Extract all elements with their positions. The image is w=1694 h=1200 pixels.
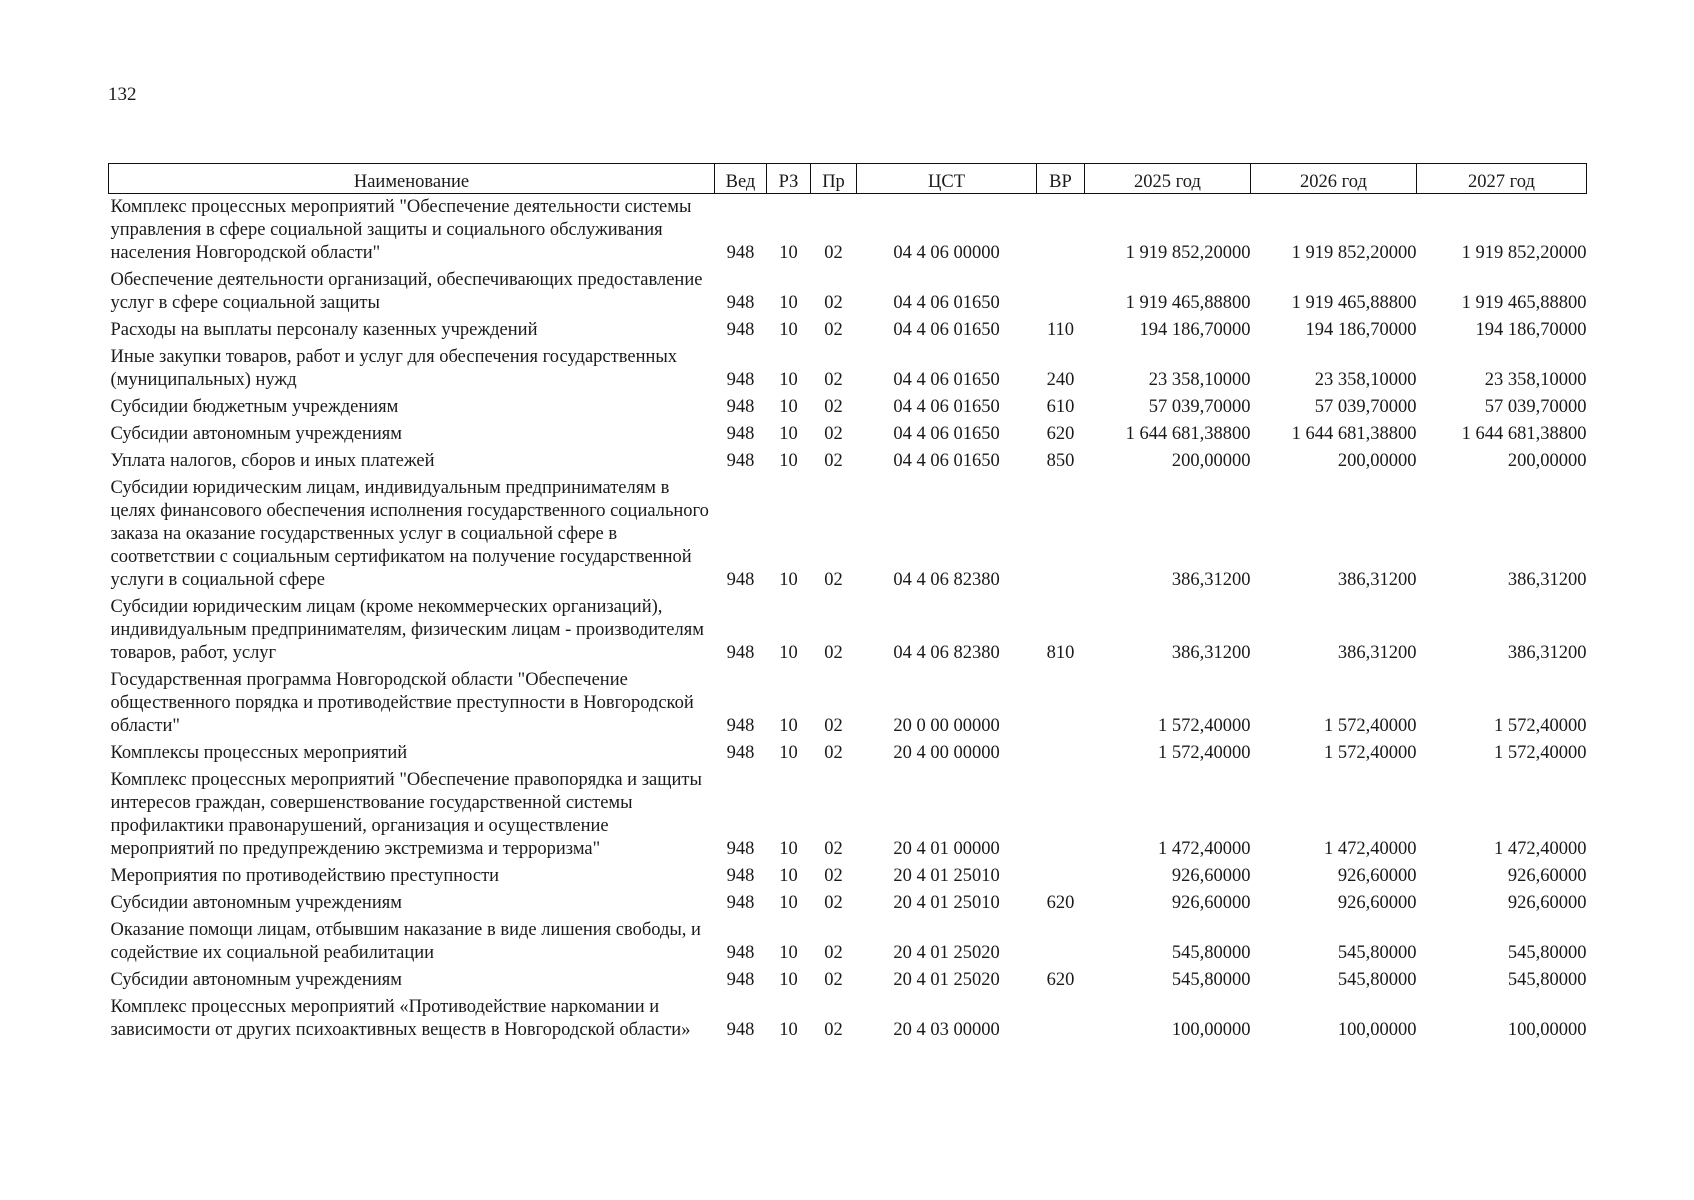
header-rz: РЗ: [767, 164, 811, 194]
cell-pr: 02: [824, 397, 843, 417]
cell-2026: 926,60000: [1337, 866, 1417, 886]
cell-name: Государственная программа Новгородской области "Обеспечение общественного порядка и противодействие преступности в Новгородской области": [110, 670, 694, 736]
cell-ved: 948: [726, 643, 755, 663]
cell-ved: 948: [726, 943, 755, 963]
cell-2026: 386,31200: [1337, 570, 1417, 590]
table-row: [109, 594, 1587, 667]
table-row: [109, 890, 1587, 917]
table-row: [109, 967, 1587, 994]
cell-rz: 10: [779, 397, 798, 417]
cell-name: Субсидии юридическим лицам (кроме некоммерческих организаций), индивидуальным предпринимателям, физическим лицам - производителям товаров, работ, услуг: [110, 597, 704, 663]
cell-name: Расходы на выплаты персоналу казенных учреждений: [110, 320, 538, 340]
table-row: [109, 267, 1587, 317]
cell-2027: 545,80000: [1507, 970, 1587, 990]
cell-2025: 386,31200: [1171, 643, 1251, 663]
cell-rz: 10: [779, 243, 798, 263]
cell-ved: 948: [726, 1020, 755, 1040]
cell-2026: 100,00000: [1337, 1020, 1417, 1040]
header-cst: ЦСТ: [857, 164, 1037, 194]
cell-pr: 02: [824, 716, 843, 736]
cell-cst: 04 4 06 01650: [893, 320, 1000, 340]
cell-rz: 10: [779, 743, 798, 763]
cell-2025: 545,80000: [1171, 970, 1251, 990]
cell-2026: 1 919 852,20000: [1291, 243, 1417, 263]
cell-ved: 948: [726, 370, 755, 390]
table-row: [109, 667, 1587, 740]
cell-cst: 20 4 03 00000: [893, 1020, 1000, 1040]
cell-ved: 948: [726, 243, 755, 263]
cell-vr: 810: [1046, 643, 1075, 663]
cell-pr: 02: [824, 370, 843, 390]
budget-table: [108, 163, 1587, 1044]
table-body: [109, 194, 1587, 1045]
cell-2027: 194 186,70000: [1475, 320, 1587, 340]
cell-2025: 1 572,40000: [1158, 716, 1251, 736]
cell-cst: 04 4 06 01650: [893, 451, 1000, 471]
cell-pr: 02: [824, 943, 843, 963]
table-row: [109, 194, 1587, 268]
table-row: [109, 448, 1587, 475]
cell-2026: 194 186,70000: [1305, 320, 1417, 340]
cell-rz: 10: [779, 1020, 798, 1040]
cell-2026: 57 039,70000: [1314, 397, 1417, 417]
cell-2027: 926,60000: [1507, 866, 1587, 886]
cell-2025: 1 919 465,88800: [1125, 293, 1251, 313]
cell-name: Комплекс процессных мероприятий «Противодействие наркомании и зависимости от других психоактивных веществ в Новгородской области»: [110, 997, 691, 1040]
table-row: [109, 994, 1587, 1044]
cell-vr: [1037, 740, 1085, 767]
cell-2027: 57 039,70000: [1484, 397, 1587, 417]
cell-name: Обеспечение деятельности организаций, обеспечивающих предоставление услуг в сфере социальной защиты: [110, 270, 703, 313]
cell-rz: 10: [779, 893, 798, 913]
page-number: 132: [108, 84, 137, 105]
header-2026: 2026 год: [1251, 164, 1417, 194]
cell-ved: 948: [726, 570, 755, 590]
cell-2025: 1 919 852,20000: [1125, 243, 1251, 263]
cell-name: Комплекс процессных мероприятий "Обеспечение деятельности системы управления в сфере социальной защиты и социального обслуживания населения Новгородской области": [110, 197, 692, 263]
cell-name: Субсидии автономным учреждениям: [110, 893, 402, 913]
cell-vr: [1037, 863, 1085, 890]
cell-2025: 57 039,70000: [1148, 397, 1251, 417]
cell-ved: 948: [726, 424, 755, 444]
cell-vr: 620: [1046, 424, 1075, 444]
cell-rz: 10: [779, 943, 798, 963]
cell-2026: 545,80000: [1337, 970, 1417, 990]
cell-name: Комплекс процессных мероприятий "Обеспечение правопорядка и защиты интересов граждан, совершенствование государственной системы профилактики правонарушений, организация и осуществление мероприятий по предупреждению экстремизма и терроризма": [110, 770, 702, 859]
cell-ved: 948: [726, 320, 755, 340]
cell-rz: 10: [779, 643, 798, 663]
cell-cst: 20 4 01 25020: [893, 943, 1000, 963]
cell-2026: 386,31200: [1337, 643, 1417, 663]
header-vr: ВР: [1037, 164, 1085, 194]
cell-2025: 1 472,40000: [1158, 839, 1251, 859]
cell-2025: 100,00000: [1171, 1020, 1251, 1040]
cell-vr: 620: [1046, 893, 1075, 913]
cell-2025: 386,31200: [1171, 570, 1251, 590]
cell-ved: 948: [726, 893, 755, 913]
cell-2027: 926,60000: [1507, 893, 1587, 913]
cell-ved: 948: [726, 839, 755, 859]
cell-vr: [1037, 194, 1085, 268]
table-row: [109, 344, 1587, 394]
cell-pr: 02: [824, 970, 843, 990]
cell-pr: 02: [824, 320, 843, 340]
cell-2027: 1 919 852,20000: [1461, 243, 1587, 263]
cell-pr: 02: [824, 893, 843, 913]
header-2025: 2025 год: [1085, 164, 1251, 194]
cell-2026: 926,60000: [1337, 893, 1417, 913]
cell-2026: 200,00000: [1337, 451, 1417, 471]
cell-vr: 610: [1046, 397, 1075, 417]
cell-ved: 948: [726, 397, 755, 417]
cell-2027: 545,80000: [1507, 943, 1587, 963]
cell-rz: 10: [779, 866, 798, 886]
cell-rz: 10: [779, 451, 798, 471]
cell-cst: 04 4 06 01650: [893, 293, 1000, 313]
cell-pr: 02: [824, 243, 843, 263]
table-row: [109, 740, 1587, 767]
cell-pr: 02: [824, 451, 843, 471]
table-row: [109, 317, 1587, 344]
cell-2025: 200,00000: [1171, 451, 1251, 471]
cell-vr: [1037, 917, 1085, 967]
cell-2027: 1 572,40000: [1494, 743, 1587, 763]
cell-cst: 20 4 00 00000: [893, 743, 1000, 763]
table-row: [109, 421, 1587, 448]
cell-vr: 850: [1046, 451, 1075, 471]
cell-2026: 545,80000: [1337, 943, 1417, 963]
cell-name: Комплексы процессных мероприятий: [110, 743, 408, 763]
cell-ved: 948: [726, 451, 755, 471]
cell-pr: 02: [824, 839, 843, 859]
cell-cst: 20 4 01 25020: [893, 970, 1000, 990]
cell-cst: 04 4 06 01650: [893, 424, 1000, 444]
cell-rz: 10: [779, 716, 798, 736]
cell-rz: 10: [779, 570, 798, 590]
cell-2025: 926,60000: [1171, 893, 1251, 913]
cell-2025: 23 358,10000: [1148, 370, 1251, 390]
header-pr: Пр: [811, 164, 857, 194]
cell-cst: 20 4 01 25010: [893, 893, 1000, 913]
header-2027: 2027 год: [1417, 164, 1587, 194]
cell-rz: 10: [779, 293, 798, 313]
cell-2027: 1 919 465,88800: [1461, 293, 1587, 313]
cell-pr: 02: [824, 866, 843, 886]
cell-vr: 620: [1046, 970, 1075, 990]
cell-pr: 02: [824, 643, 843, 663]
cell-2026: 23 358,10000: [1314, 370, 1417, 390]
cell-2027: 23 358,10000: [1484, 370, 1587, 390]
cell-pr: 02: [824, 743, 843, 763]
cell-2025: 545,80000: [1171, 943, 1251, 963]
cell-name: Субсидии бюджетным учреждениям: [110, 397, 399, 417]
table-row: [109, 917, 1587, 967]
cell-rz: 10: [779, 839, 798, 859]
cell-2025: 1 644 681,38800: [1125, 424, 1251, 444]
cell-pr: 02: [824, 570, 843, 590]
cell-pr: 02: [824, 1020, 843, 1040]
header-name: Наименование: [109, 164, 715, 194]
cell-ved: 948: [726, 716, 755, 736]
cell-2027: 386,31200: [1507, 570, 1587, 590]
cell-name: Уплата налогов, сборов и иных платежей: [110, 451, 435, 471]
cell-2025: 1 572,40000: [1158, 743, 1251, 763]
cell-vr: [1037, 994, 1085, 1044]
cell-vr: [1037, 767, 1085, 863]
cell-rz: 10: [779, 370, 798, 390]
cell-rz: 10: [779, 320, 798, 340]
cell-pr: 02: [824, 293, 843, 313]
cell-cst: 04 4 06 82380: [893, 643, 1000, 663]
cell-vr: [1037, 667, 1085, 740]
table-row: [109, 767, 1587, 863]
cell-cst: 04 4 06 01650: [893, 370, 1000, 390]
cell-vr: 110: [1046, 320, 1075, 340]
cell-name: Мероприятия по противодействию преступности: [110, 866, 500, 886]
cell-cst: 04 4 06 82380: [893, 570, 1000, 590]
cell-pr: 02: [824, 424, 843, 444]
cell-2026: 1 644 681,38800: [1291, 424, 1417, 444]
cell-ved: 948: [726, 970, 755, 990]
cell-2026: 1 572,40000: [1324, 743, 1417, 763]
table-header-row: [109, 164, 1587, 194]
cell-cst: 04 4 06 01650: [893, 397, 1000, 417]
cell-cst: 04 4 06 00000: [893, 243, 1000, 263]
cell-name: Субсидии юридическим лицам, индивидуальным предпринимателям в целях финансового обеспечения исполнения государственного социального заказа на оказание государственных услуг в социальной сфере в соответствии с социальным сертификатом на получение государственной услуги в социальной сфере: [110, 478, 709, 590]
cell-cst: 20 0 00 00000: [893, 716, 1000, 736]
cell-name: Оказание помощи лицам, отбывшим наказание в виде лишения свободы, и содействие их социальной реабилитации: [110, 920, 701, 963]
cell-ved: 948: [726, 866, 755, 886]
cell-2025: 194 186,70000: [1139, 320, 1251, 340]
cell-ved: 948: [726, 743, 755, 763]
cell-vr: [1037, 475, 1085, 594]
cell-rz: 10: [779, 970, 798, 990]
cell-2027: 1 572,40000: [1494, 716, 1587, 736]
cell-2027: 200,00000: [1507, 451, 1587, 471]
cell-name: Субсидии автономным учреждениям: [110, 970, 402, 990]
cell-2026: 1 919 465,88800: [1291, 293, 1417, 313]
cell-name: Субсидии автономным учреждениям: [110, 424, 402, 444]
cell-2027: 1 472,40000: [1494, 839, 1587, 859]
cell-name: Иные закупки товаров, работ и услуг для обеспечения государственных (муниципальных) нужд: [110, 347, 678, 390]
cell-rz: 10: [779, 424, 798, 444]
table-row: [109, 394, 1587, 421]
table-row: [109, 475, 1587, 594]
cell-cst: 20 4 01 00000: [893, 839, 1000, 859]
cell-2026: 1 572,40000: [1324, 716, 1417, 736]
cell-ved: 948: [726, 293, 755, 313]
table-row: [109, 863, 1587, 890]
cell-vr: [1037, 267, 1085, 317]
cell-cst: 20 4 01 25010: [893, 866, 1000, 886]
cell-2027: 1 644 681,38800: [1461, 424, 1587, 444]
cell-2027: 386,31200: [1507, 643, 1587, 663]
cell-2025: 926,60000: [1171, 866, 1251, 886]
header-ved: Вед: [715, 164, 767, 194]
cell-vr: 240: [1046, 370, 1075, 390]
cell-2027: 100,00000: [1507, 1020, 1587, 1040]
cell-2026: 1 472,40000: [1324, 839, 1417, 859]
